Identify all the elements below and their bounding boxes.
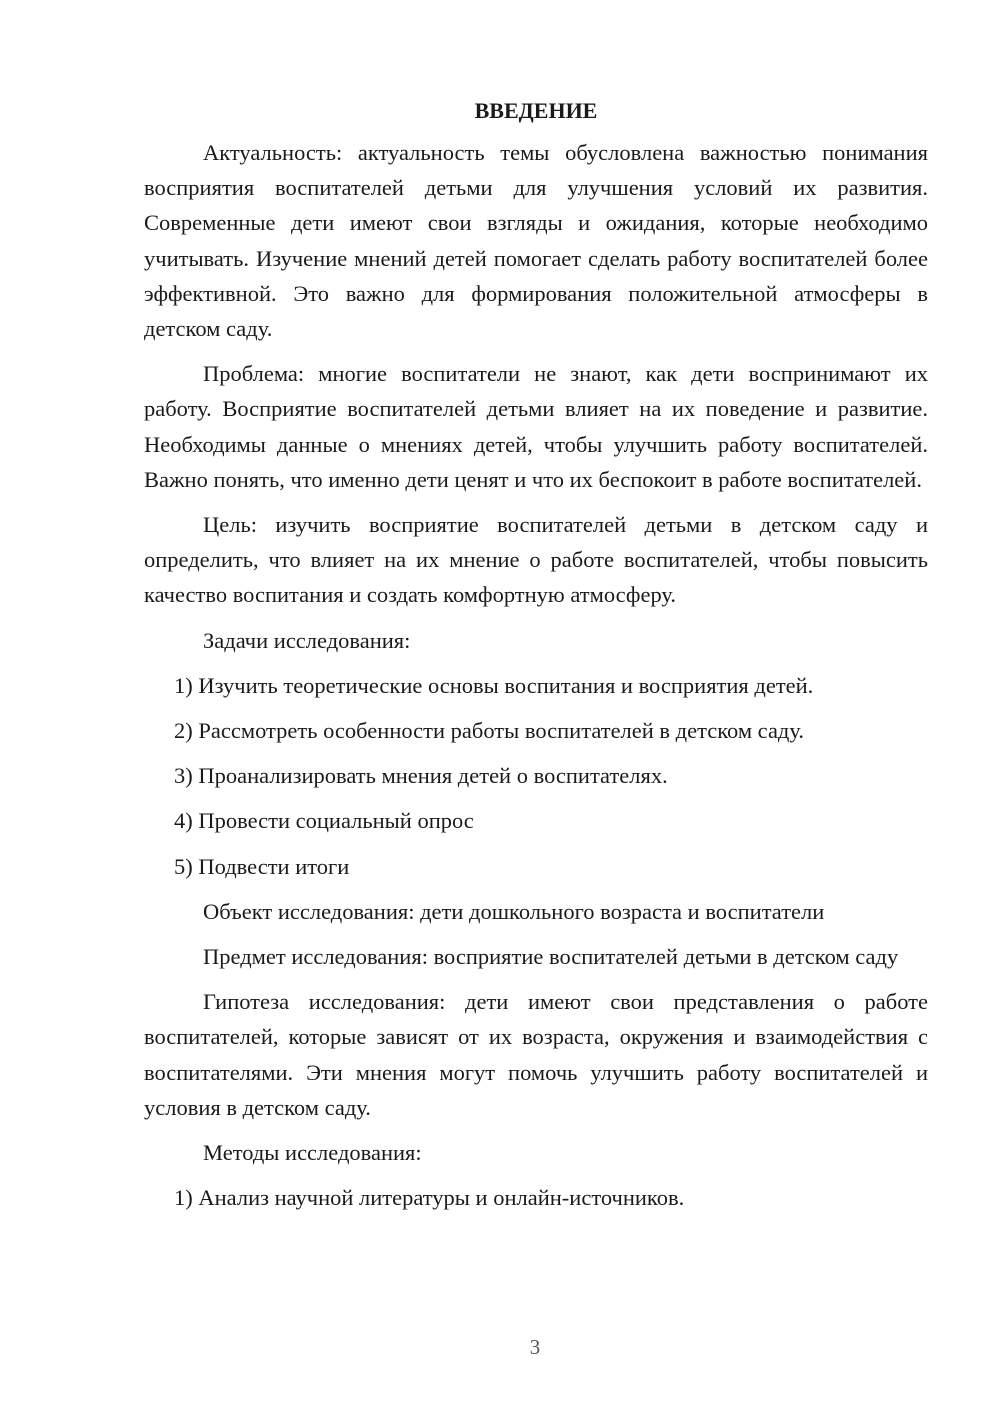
page-number: 3 (529, 1335, 541, 1359)
problem-paragraph: Проблема: многие воспитатели не знают, как дети воспринимают их работу. Восприятие воспитателей детьми влияет на их поведение и развитие. Необходимы данные о мнениях детей, чтобы улучшить работу воспитателей. Важно понять, что именно дети ценят и что их беспокоит в работе воспитателей. (144, 361, 928, 492)
task-item-5: 5) Подвести итоги (174, 853, 350, 879)
section-title: ВВЕДЕНИЕ (474, 98, 598, 123)
relevance-paragraph: Актуальность: актуальность темы обусловлена важностью понимания восприятия воспитателей детьми для улучшения условий их развития. Современные дети имеют свои взгляды и ожидания, которые необходимо учитывать. Изучение мнений детей помогает сделать работу воспитателей более эффективной. Это важно для формирования положительной атмосферы в детском саду. (144, 140, 928, 342)
task-item-4: 4) Провести социальный опрос (174, 808, 474, 834)
task-item-2: 2) Рассмотреть особенности работы воспитателей в детском саду. (174, 718, 804, 744)
object-paragraph: Объект исследования: дети дошкольного возраста и воспитатели (203, 898, 825, 924)
hypothesis-paragraph: Гипотеза исследования: дети имеют свои представления о работе воспитателей, которые зависят от их возраста, окружения и взаимодействия с воспитателями. Эти мнения могут помочь улучшить работу воспитателей и условия в детском саду. (144, 989, 928, 1120)
goal-paragraph: Цель: изучить восприятие воспитателей детьми в детском саду и определить, что влияет на их мнение о работе воспитателей, чтобы повысить качество воспитания и создать комфортную атмосферу. (144, 512, 928, 608)
document-page (144, 96, 928, 1225)
subject-paragraph: Предмет исследования: восприятие воспитателей детьми в детском саду (203, 944, 899, 970)
tasks-heading: Задачи исследования: (203, 627, 411, 653)
method-item-1: 1) Анализ научной литературы и онлайн-источников. (174, 1185, 685, 1211)
task-item-3: 3) Проанализировать мнения детей о воспитателях. (174, 763, 668, 789)
methods-heading: Методы исследования: (203, 1140, 422, 1166)
task-item-1: 1) Изучить теоретические основы воспитания и восприятия детей. (174, 672, 814, 698)
